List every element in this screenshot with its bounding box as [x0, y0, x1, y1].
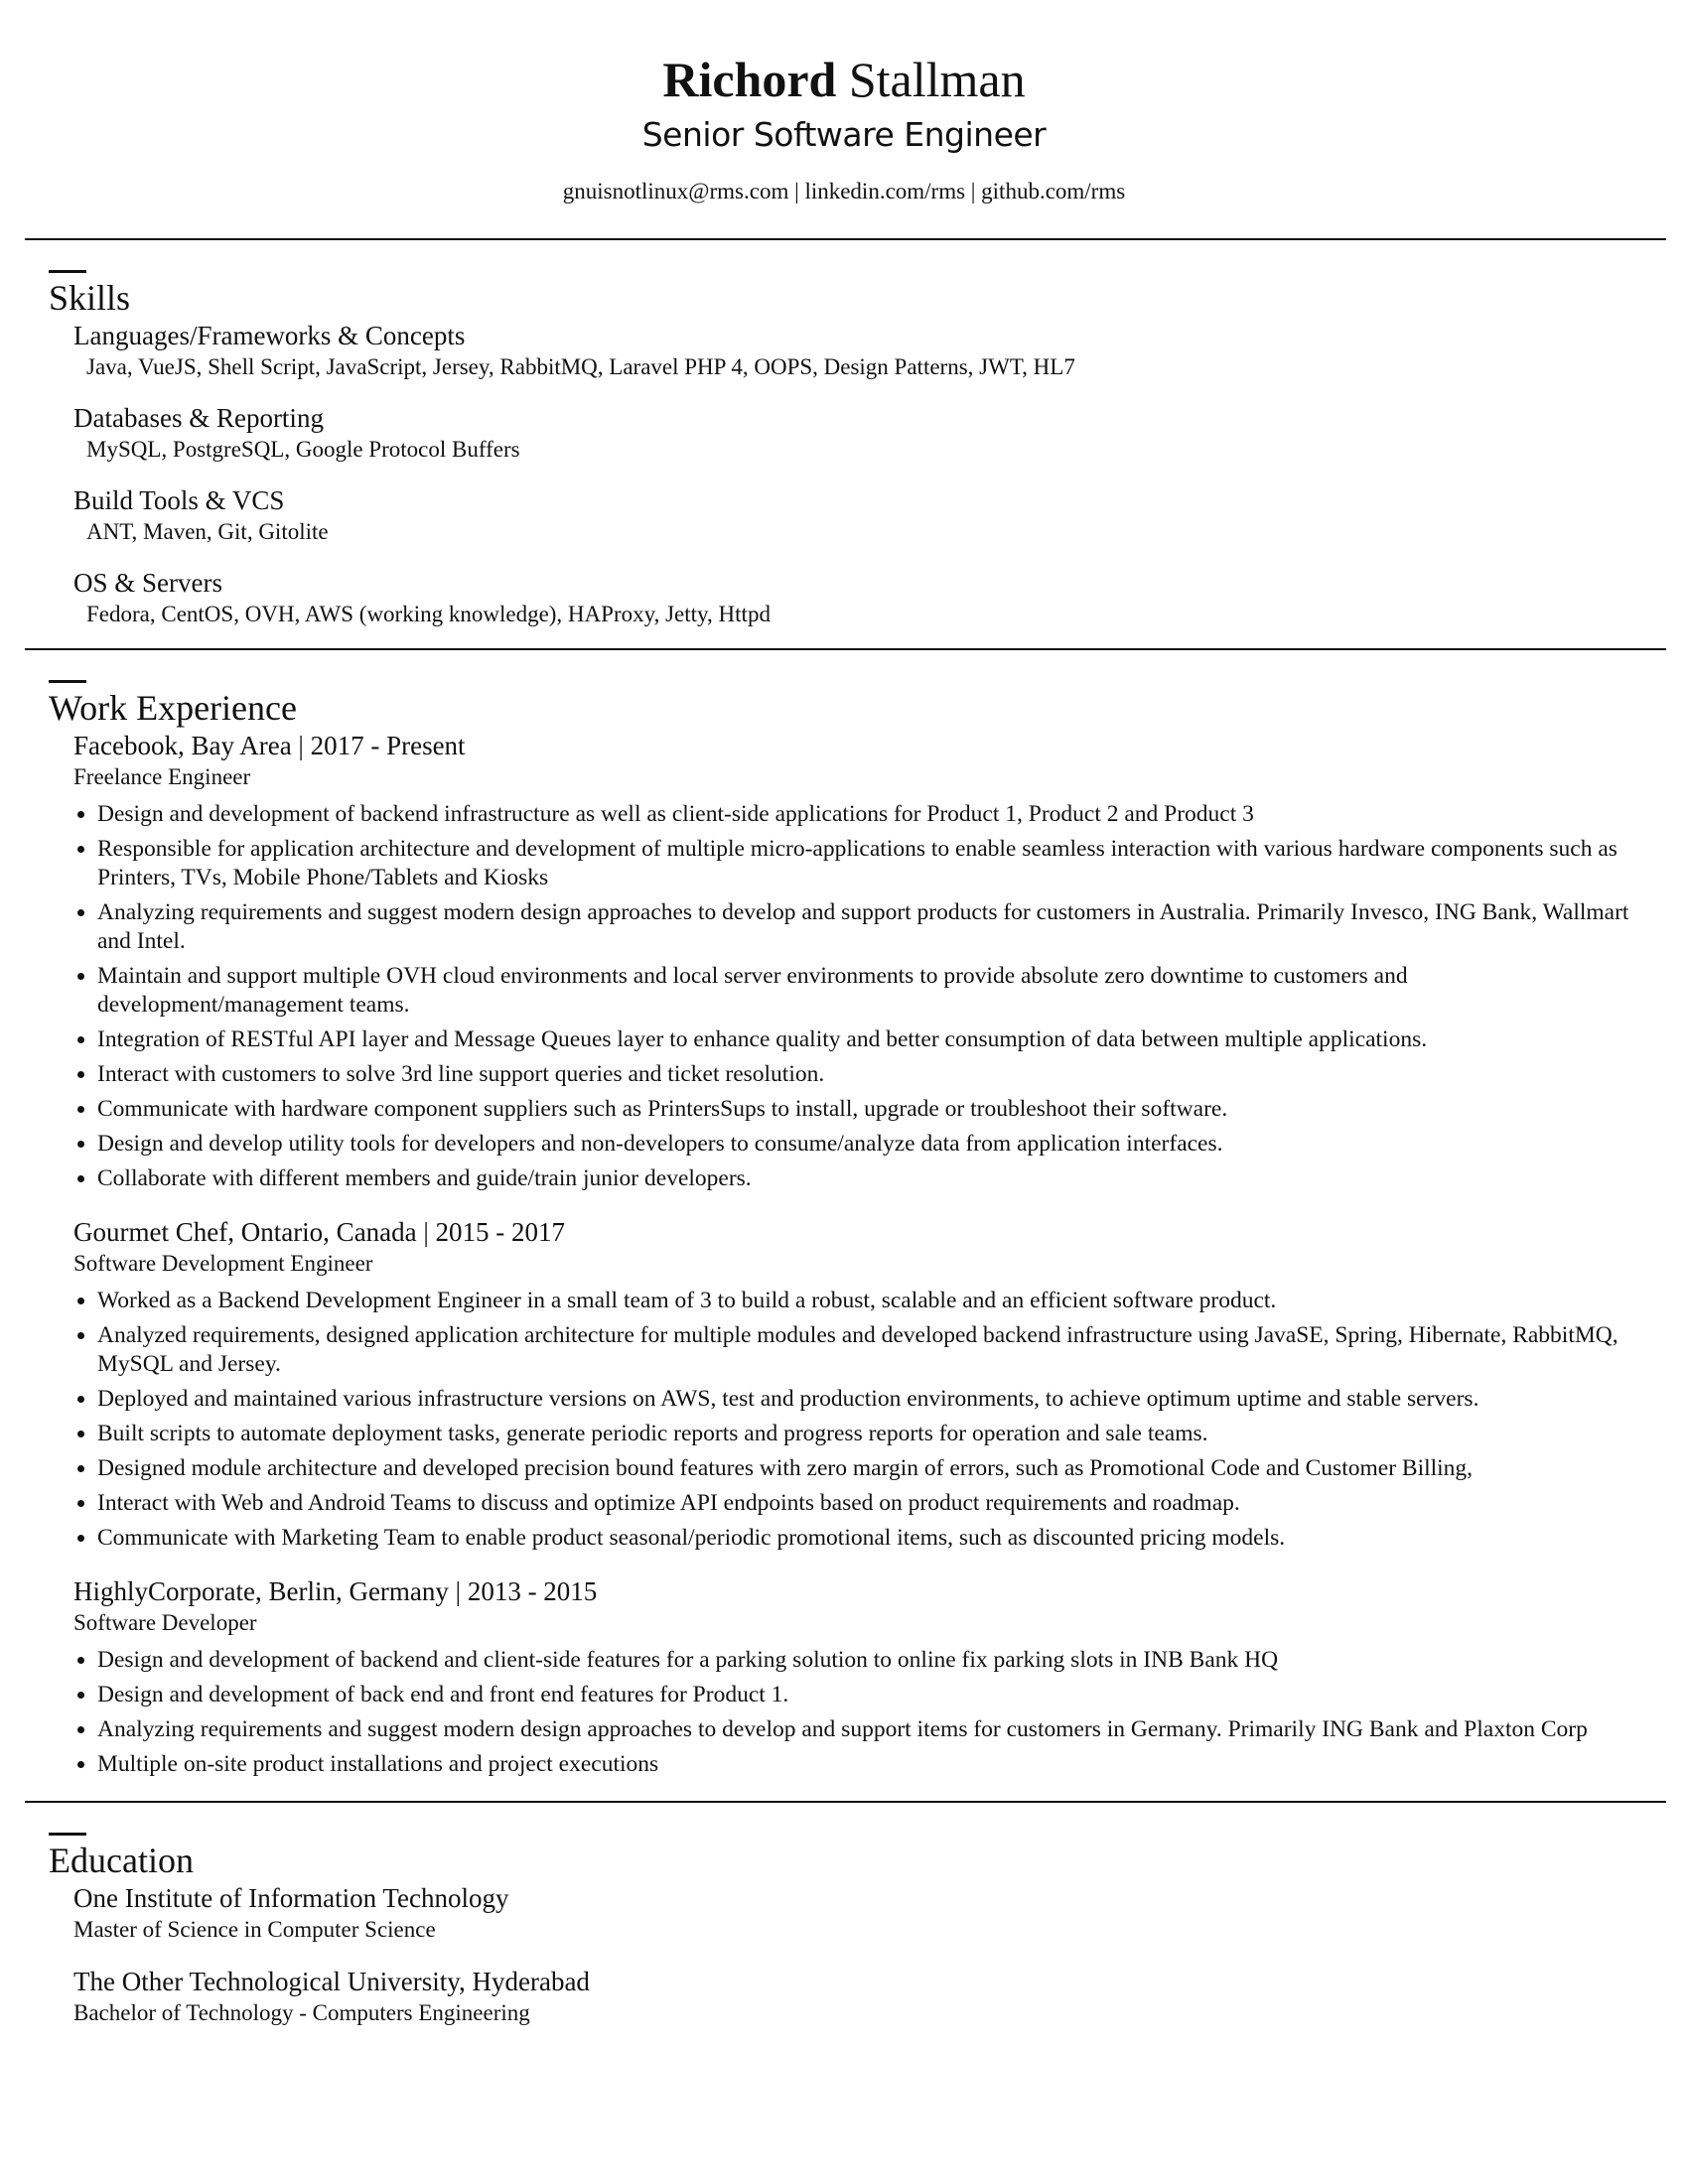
skill-group-items: MySQL, PostgreSQL, Google Protocol Buffers: [86, 437, 520, 462]
bullet-item: • Collaborate with different members and guide/train junior developers.: [97, 1164, 1646, 1193]
candidate-name: [0, 50, 1688, 109]
school-name: One Institute of Information Technology: [73, 1883, 509, 1913]
bullet-item: • Communicate with hardware component suppliers such as PrintersSups to install, upgrade or troubleshoot their software.: [97, 1095, 1646, 1124]
section-title: Education: [49, 1841, 194, 1880]
first-name: Richord: [662, 52, 837, 107]
job-entry: [73, 1215, 1688, 1553]
job-role: Freelance Engineer: [73, 764, 251, 789]
skill-group: [73, 319, 1688, 382]
bullet-item: • Deployed and maintained various infrastructure versions on AWS, test and production environments, to achieve optimum uptime and stable servers.: [97, 1385, 1646, 1414]
bullet-item: • Analyzing requirements and suggest modern design approaches to develop and support products for customers in Australia. Primarily Invesco, ING Bank, Wallmart and Intel.: [97, 898, 1646, 956]
bullet-item: • Design and develop utility tools for developers and non-developers to consume/analyze data from application interfaces.: [97, 1130, 1646, 1159]
bullet-item: • Responsible for application architecture and development of multiple micro-applications to enable seamless interaction with various hardware components such as Printers, TVs, Mobile Phone/Tablets and Kiosks: [97, 835, 1646, 892]
job-title: Senior Software Engineer: [641, 115, 1047, 154]
bullet-item: • Analyzing requirements and suggest modern design approaches to develop and support items for customers in Germany. Primarily ING Bank and Plaxton Corp: [97, 1715, 1646, 1744]
skill-group-items: ANT, Maven, Git, Gitolite: [86, 519, 329, 544]
bullet-item: • Design and development of back end and front end features for Product 1.: [97, 1681, 1646, 1709]
skill-group-title: Build Tools & VCS: [73, 485, 285, 515]
bullet-item: • Design and development of backend infrastructure as well as client-side applications for Product 1, Product 2 and Product 3: [97, 800, 1646, 829]
skill-group-items: Java, VueJS, Shell Script, JavaScript, Jersey, RabbitMQ, Laravel PHP 4, OOPS, Design Patterns, JWT, HL7: [86, 354, 1075, 379]
skill-group-items: Fedora, CentOS, OVH, AWS (working knowledge), HAProxy, Jetty, Httpd: [86, 602, 771, 626]
section-marker: [49, 680, 86, 683]
skill-group-title: OS & Servers: [73, 568, 222, 598]
job-heading: HighlyCorporate, Berlin, Germany | 2013 - 2015: [73, 1576, 598, 1606]
bullet-item: • Interact with customers to solve 3rd line support queries and ticket resolution.: [97, 1060, 1646, 1089]
education-entry: [73, 1881, 1688, 1945]
section-marker: [49, 1833, 86, 1836]
work-section: [0, 680, 1688, 1779]
divider: [25, 648, 1666, 650]
bullet-item: • Multiple on-site product installations and project executions: [97, 1750, 1646, 1779]
education-entry: [73, 1965, 1688, 2028]
bullet-item: • Design and development of backend and client-side features for a parking solution to online fix parking slots in INB Bank HQ: [97, 1646, 1646, 1675]
job-bullets: [73, 1287, 1646, 1553]
skill-group-title: Languages/Frameworks & Concepts: [73, 321, 466, 350]
bullet-item: • Analyzed requirements, designed application architecture for multiple modules and developed backend infrastructure using JavaSE, Spring, Hibernate, RabbitMQ, MySQL and Jersey.: [97, 1321, 1646, 1379]
last-name: Stallman: [848, 52, 1026, 107]
education-section: [0, 1833, 1688, 2028]
contact-info: gnuisnotlinux@rms.com | linkedin.com/rms | github.com/rms: [562, 179, 1126, 204]
divider: [25, 1801, 1666, 1803]
job-bullets: [73, 1646, 1646, 1779]
bullet-item: • Integration of RESTful API layer and Message Queues layer to enhance quality and better consumption of data between multiple applications.: [97, 1025, 1646, 1054]
job-heading: Gourmet Chef, Ontario, Canada | 2015 - 2017: [73, 1217, 566, 1247]
degree: Master of Science in Computer Science: [73, 1917, 436, 1942]
divider: [25, 238, 1666, 240]
skill-group: [73, 566, 1688, 629]
job-role: Software Development Engineer: [73, 1251, 373, 1276]
degree: Bachelor of Technology - Computers Engineering: [73, 2000, 530, 2025]
skill-group: [73, 401, 1688, 465]
bullet-item: • Designed module architecture and developed precision bound features with zero margin of errors, such as Promotional Code and Customer Billing,: [97, 1454, 1646, 1483]
section-title: Skills: [49, 278, 131, 318]
bullet-item: • Worked as a Backend Development Engineer in a small team of 3 to build a robust, scalable and an efficient software product.: [97, 1287, 1646, 1315]
job-entry: [73, 729, 1688, 1193]
section-title: Work Experience: [49, 688, 297, 728]
skill-group-title: Databases & Reporting: [73, 403, 324, 433]
bullet-item: • Interact with Web and Android Teams to discuss and optimize API endpoints based on product requirements and roadmap.: [97, 1489, 1646, 1518]
section-marker: [49, 270, 86, 273]
school-name: The Other Technological University, Hyderabad: [73, 1967, 590, 1996]
bullet-item: • Built scripts to automate deployment tasks, generate periodic reports and progress reports for operation and sale teams.: [97, 1420, 1646, 1448]
skills-section: [0, 270, 1688, 629]
job-entry: [73, 1574, 1688, 1779]
resume-header: [0, 0, 1688, 206]
bullet-item: • Communicate with Marketing Team to enable product seasonal/periodic promotional items, such as discounted pricing models.: [97, 1524, 1646, 1553]
bullet-item: • Maintain and support multiple OVH cloud environments and local server environments to provide absolute zero downtime to customers and development/management teams.: [97, 962, 1646, 1020]
skill-group: [73, 483, 1688, 547]
job-bullets: [73, 800, 1646, 1193]
job-role: Software Developer: [73, 1610, 257, 1635]
job-heading: Facebook, Bay Area | 2017 - Present: [73, 731, 466, 760]
